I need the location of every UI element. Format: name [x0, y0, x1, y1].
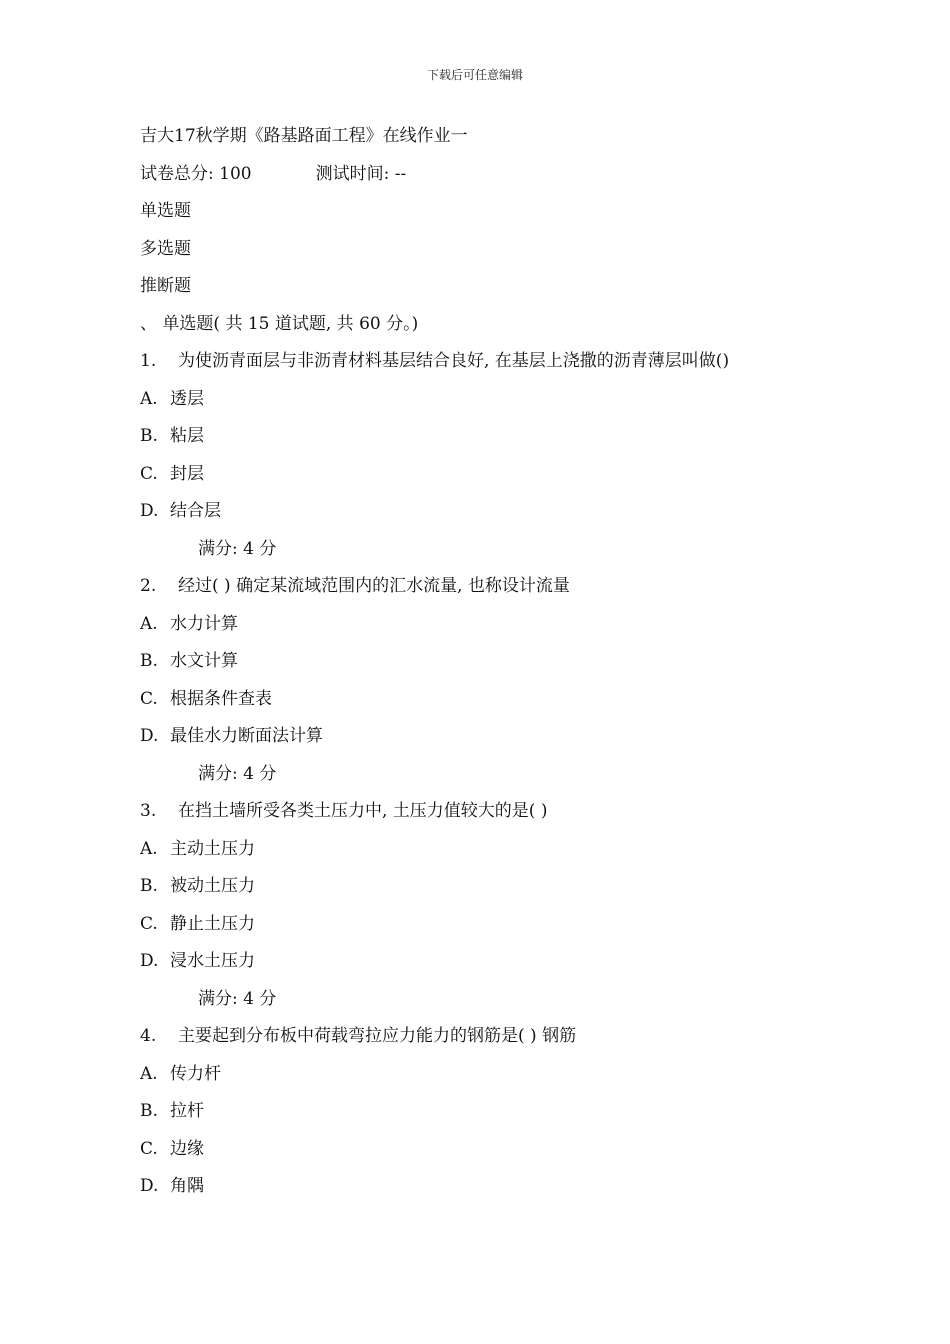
option-b[interactable]: [140, 868, 900, 906]
section-link-single[interactable]: 单选题: [140, 201, 191, 221]
option-text: 封层: [170, 463, 204, 484]
option-text: 角隅: [170, 1176, 204, 1196]
option-d[interactable]: [140, 718, 900, 756]
option-b[interactable]: [140, 1093, 900, 1131]
question-text: 为使沥青面层与非沥青材料基层结合良好, 在基层上浇撒的沥青薄层叫做(): [178, 351, 730, 371]
exam-info: [140, 156, 900, 194]
option-c[interactable]: [140, 1131, 900, 1169]
option-text: 边缘: [170, 1138, 204, 1159]
option-c[interactable]: [140, 456, 900, 494]
option-b[interactable]: [140, 643, 900, 681]
option-letter: C.: [140, 913, 158, 934]
option-text: 主动土压力: [170, 838, 255, 859]
section-link-multiple[interactable]: 多选题: [140, 238, 191, 259]
option-letter: B.: [140, 651, 158, 671]
document-content: [140, 118, 900, 1206]
option-text: 水文计算: [170, 651, 238, 671]
option-text: 传力杆: [170, 1063, 221, 1084]
question-1: [140, 343, 900, 381]
option-letter: C.: [140, 1138, 158, 1159]
option-text: 结合层: [170, 501, 221, 521]
question-text: 主要起到分布板中荷载弯拉应力能力的钢筋是( ) 钢筋: [178, 1026, 577, 1046]
option-letter: B.: [140, 876, 158, 896]
option-letter: D.: [140, 1176, 159, 1196]
option-letter: C.: [140, 463, 158, 484]
option-c[interactable]: [140, 681, 900, 719]
question-score: 满分: 4 分: [198, 988, 277, 1009]
option-letter: D.: [140, 951, 159, 971]
question-text: 经过( ) 确定某流域范围内的汇水流量, 也称设计流量: [178, 576, 570, 596]
option-letter: A.: [140, 388, 158, 409]
option-b[interactable]: [140, 418, 900, 456]
option-text: 静止土压力: [170, 913, 255, 934]
question-text: 在挡土墙所受各类土压力中, 土压力值较大的是( ): [178, 801, 548, 821]
option-letter: D.: [140, 726, 159, 746]
option-c[interactable]: [140, 906, 900, 944]
header-note: 下载后可任意编辑: [426, 68, 523, 82]
question-2: [140, 568, 900, 606]
document-title: 吉大17秋学期《路基路面工程》在线作业一: [140, 126, 468, 146]
question-number: 3.: [140, 801, 157, 821]
question-4: [140, 1018, 900, 1056]
test-time-label: 测试时间: --: [315, 163, 407, 184]
option-text: 根据条件查表: [170, 688, 272, 709]
option-a[interactable]: [140, 381, 900, 419]
option-letter: A.: [140, 613, 158, 634]
option-letter: A.: [140, 838, 158, 859]
section-link-judgement[interactable]: 推断题: [140, 276, 191, 296]
option-text: 粘层: [170, 426, 204, 446]
option-a[interactable]: [140, 831, 900, 869]
option-text: 浸水土压力: [170, 951, 255, 971]
question-score: 满分: 4 分: [198, 763, 277, 784]
option-a[interactable]: [140, 606, 900, 644]
question-number: 2.: [140, 576, 157, 596]
option-letter: B.: [140, 426, 158, 446]
option-text: 水力计算: [170, 613, 238, 634]
option-text: 透层: [170, 388, 204, 409]
option-text: 最佳水力断面法计算: [170, 726, 323, 746]
option-d[interactable]: [140, 943, 900, 981]
option-letter: A.: [140, 1063, 158, 1084]
option-letter: C.: [140, 688, 158, 709]
option-text: 被动土压力: [170, 876, 255, 896]
option-d[interactable]: [140, 493, 900, 531]
question-number: 1.: [140, 351, 157, 371]
option-a[interactable]: [140, 1056, 900, 1094]
option-letter: B.: [140, 1101, 158, 1121]
question-score: 满分: 4 分: [198, 538, 277, 559]
total-score-label: 试卷总分: 100: [140, 163, 252, 184]
option-text: 拉杆: [170, 1101, 204, 1121]
option-d[interactable]: [140, 1168, 900, 1206]
question-number: 4.: [140, 1026, 157, 1046]
option-letter: D.: [140, 501, 159, 521]
section-header: 、 单选题( 共 15 道试题, 共 60 分。): [140, 313, 419, 334]
question-3: [140, 793, 900, 831]
